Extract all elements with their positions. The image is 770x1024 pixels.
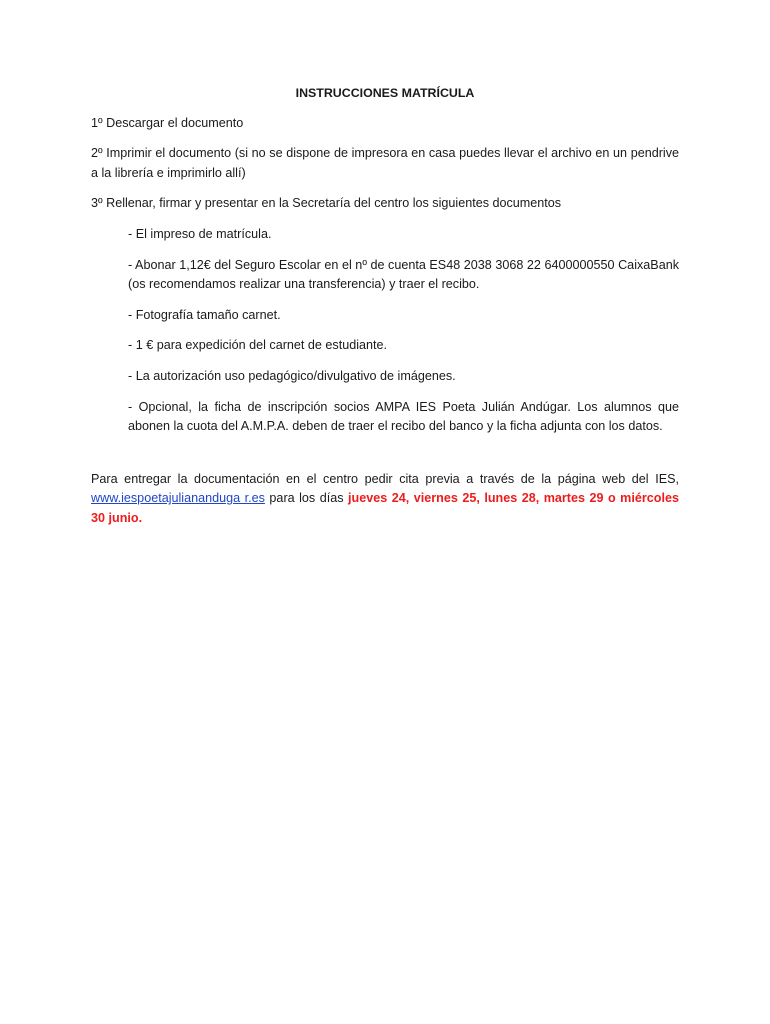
step-3: 3º Rellenar, firmar y presentar en la Secretaría del centro los siguientes documentos [91,196,562,211]
dates-intro-text: para los días [264,491,349,506]
document-page [91,84,679,540]
school-website-link[interactable]: www.iespoetajuliananduga r.es [91,491,265,506]
step-2: 2º Imprimir el documento (si no se dispone de impresora en casa puedes llevar el archivo en un pendrive a la librería e imprimirlo allí) [91,146,679,180]
list-item: - Abonar 1,12€ del Seguro Escolar en el nº de cuenta ES48 2038 3068 22 6400000550 CaixaBank (os recomendamos realizar una transferencia) y traer el recibo. [128,257,679,292]
list-item: - Opcional, la ficha de inscripción socios AMPA IES Poeta Julián Andúgar. Los alumnos que abonen la cuota del A.M.P.A. deben de traer el recibo del banco y la ficha adjunta con los datos. [128,399,679,434]
required-documents-list [91,225,679,437]
appointment-paragraph [91,470,679,529]
document-title: INSTRUCCIONES MATRÍCULA [295,86,475,100]
appointment-text: Para entregar la documentación en el centro pedir cita previa a través de la página web del IES, [91,471,679,486]
list-item: - El impreso de matrícula. [128,226,272,241]
list-item: - 1 € para expedición del carnet de estudiante. [128,338,388,353]
appointment-dates: jueves 24, viernes 25, lunes 28, martes 29 o miércoles 30 junio. [91,491,679,525]
list-item: - Fotografía tamaño carnet. [128,307,281,322]
list-item: - La autorización uso pedagógico/divulgativo de imágenes. [128,368,456,383]
step-1: 1º Descargar el documento [91,115,244,130]
